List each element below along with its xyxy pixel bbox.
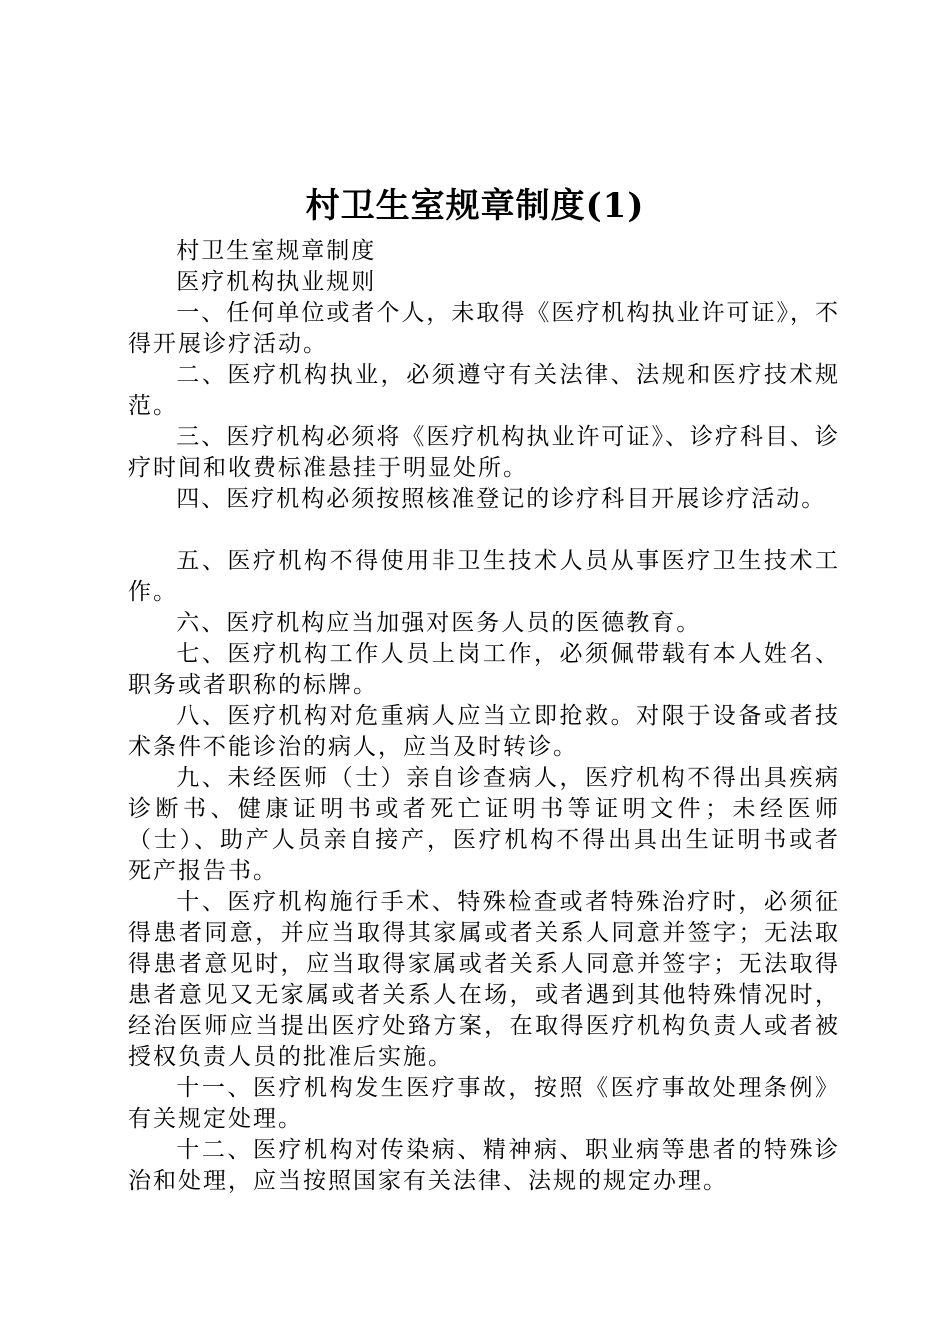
page-title: 村卫生室规章制度(1) xyxy=(305,186,645,226)
document-body xyxy=(128,236,840,1197)
paragraph-rule-2: 二、医疗机构执业，必须遵守有关法律、法规和医疗技术规范。 xyxy=(128,362,840,419)
paragraph-rule-9: 九、未经医师（士）亲自诊查病人，医疗机构不得出具疾病诊断书、健康证明书或者死亡证明书等证明文件；未经医师（士）、助产人员亲自接产，医疗机构不得出具出生证明书或者死产报告书。 xyxy=(128,765,840,884)
paragraph-heading-2: 医疗机构执业规则 xyxy=(176,269,377,295)
paragraph-rule-6: 六、医疗机构应当加强对医务人员的医德教育。 xyxy=(176,610,702,636)
paragraph-rule-3: 三、医疗机构必须将《医疗机构执业许可证》、诊疗科目、诊疗时间和收费标准悬挂于明显处所。 xyxy=(128,424,840,481)
paragraph-rule-1: 一、任何单位或者个人，未取得《医疗机构执业许可证》，不得开展诊疗活动。 xyxy=(128,300,840,357)
paragraph-rule-10: 十、医疗机构施行手术、特殊检查或者特殊治疗时，必须征得患者同意，并应当取得其家属或者关系人同意并签字；无法取得患者意见时，应当取得家属或者关系人同意并签字；无法取得患者意见又无家属或者关系人在场，或者遇到其他特殊情况时，经治医师应当提出医疗处臵方案，在取得医疗机构负责人或者被授权负责人员的批准后实施。 xyxy=(128,889,840,1070)
paragraph-rule-12: 十二、医疗机构对传染病、精神病、职业病等患者的特殊诊治和处理，应当按照国家有关法律、法规的规定办理。 xyxy=(128,1137,840,1194)
paragraph-rule-5: 五、医疗机构不得使用非卫生技术人员从事医疗卫生技术工作。 xyxy=(128,548,840,605)
paragraph-rule-4: 四、医疗机构必须按照核准登记的诊疗科目开展诊疗活动。 xyxy=(176,486,827,512)
paragraph-rule-11: 十一、医疗机构发生医疗事故，按照《医疗事故处理条例》有关规定处理。 xyxy=(128,1075,840,1132)
paragraph-rule-8: 八、医疗机构对危重病人应当立即抢救。对限于设备或者技术条件不能诊治的病人，应当及时转诊。 xyxy=(128,703,840,760)
paragraph-heading-1: 村卫生室规章制度 xyxy=(176,238,377,264)
paragraph-rule-7: 七、医疗机构工作人员上岗工作，必须佩带载有本人姓名、职务或者职称的标牌。 xyxy=(128,641,840,698)
